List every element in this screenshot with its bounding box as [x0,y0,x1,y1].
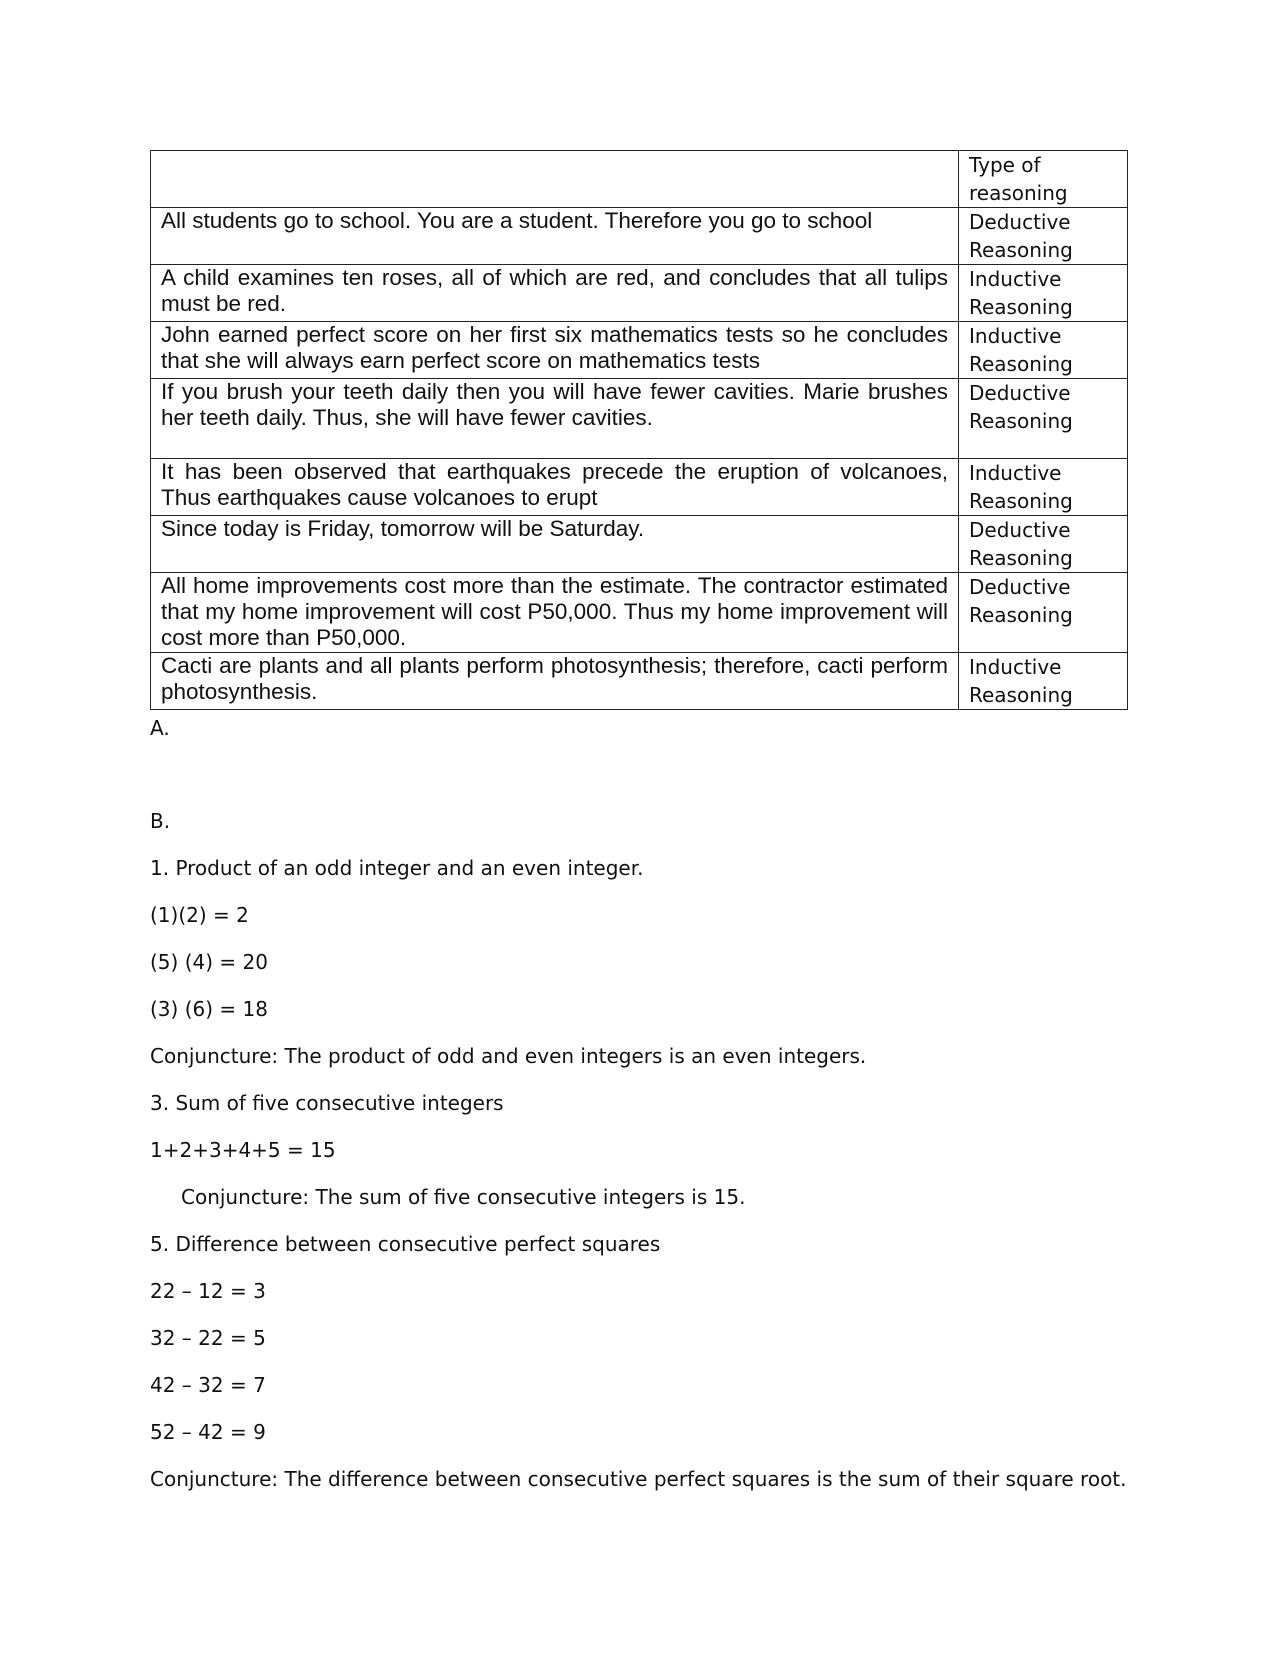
reasoning-type-cell: Inductive Reasoning [959,322,1128,379]
item5-line: 22 – 12 = 3 [150,1279,266,1303]
header-type-cell: Type of reasoning [959,151,1128,208]
item1-line: (1)(2) = 2 [150,903,249,927]
table-row [151,516,1128,573]
table-header-row [151,151,1128,208]
item5-line: 32 – 22 = 5 [150,1326,266,1350]
item5-line: 42 – 32 = 7 [150,1373,266,1397]
table-row [151,379,1128,459]
item5-title: 5. Difference between consecutive perfect squares [150,1232,661,1256]
statement-cell: A child examines ten roses, all of which are red, and concludes that all tulips must be red. [151,265,959,322]
reasoning-type-cell: Inductive Reasoning [959,653,1128,710]
reasoning-type-cell: Deductive Reasoning [959,516,1128,573]
table-row [151,653,1128,710]
section-b-label: B. [150,809,171,833]
table-row [151,573,1128,653]
item3-title: 3. Sum of five consecutive integers [150,1091,504,1115]
reasoning-type-cell: Inductive Reasoning [959,459,1128,516]
item1-line: (5) (4) = 20 [150,950,268,974]
item3-line: 1+2+3+4+5 = 15 [150,1138,336,1162]
header-blank-cell [151,151,959,208]
statement-cell: All home improvements cost more than the estimate. The contractor estimated that my home improvement will cost P50,000. Thus my home improvement will cost more than P50,000. [151,573,959,653]
statement-cell: John earned perfect score on her first six mathematics tests so he concludes that she will always earn perfect score on mathematics tests [151,322,959,379]
reasoning-type-cell: Inductive Reasoning [959,265,1128,322]
reasoning-type-cell: Deductive Reasoning [959,208,1128,265]
statement-cell: It has been observed that earthquakes precede the eruption of volcanoes, Thus earthquakes cause volcanoes to erupt [151,459,959,516]
statement-cell: All students go to school. You are a student. Therefore you go to school [151,208,959,265]
item1-line: (3) (6) = 18 [150,997,268,1021]
table-row [151,322,1128,379]
item5-conjecture: Conjuncture: The difference between consecutive perfect squares is the sum of their square root. [150,1467,1127,1491]
table-row [151,459,1128,516]
reasoning-type-cell: Deductive Reasoning [959,379,1128,459]
reasoning-table [150,150,1128,710]
table-row [151,265,1128,322]
item1-title: 1. Product of an odd integer and an even integer. [150,856,644,880]
reasoning-type-cell: Deductive Reasoning [959,573,1128,653]
section-a-label: A. [150,716,170,740]
statement-cell: Since today is Friday, tomorrow will be Saturday. [151,516,959,573]
statement-cell: If you brush your teeth daily then you will have fewer cavities. Marie brushes her teeth daily. Thus, she will have fewer cavities. [151,379,959,459]
statement-cell: Cacti are plants and all plants perform photosynthesis; therefore, cacti perform photosynthesis. [151,653,959,710]
item5-line: 52 – 42 = 9 [150,1420,266,1444]
item3-conjecture: Conjuncture: The sum of five consecutive integers is 15. [181,1185,746,1209]
table-row [151,208,1128,265]
item1-conjecture: Conjuncture: The product of odd and even integers is an even integers. [150,1044,867,1068]
